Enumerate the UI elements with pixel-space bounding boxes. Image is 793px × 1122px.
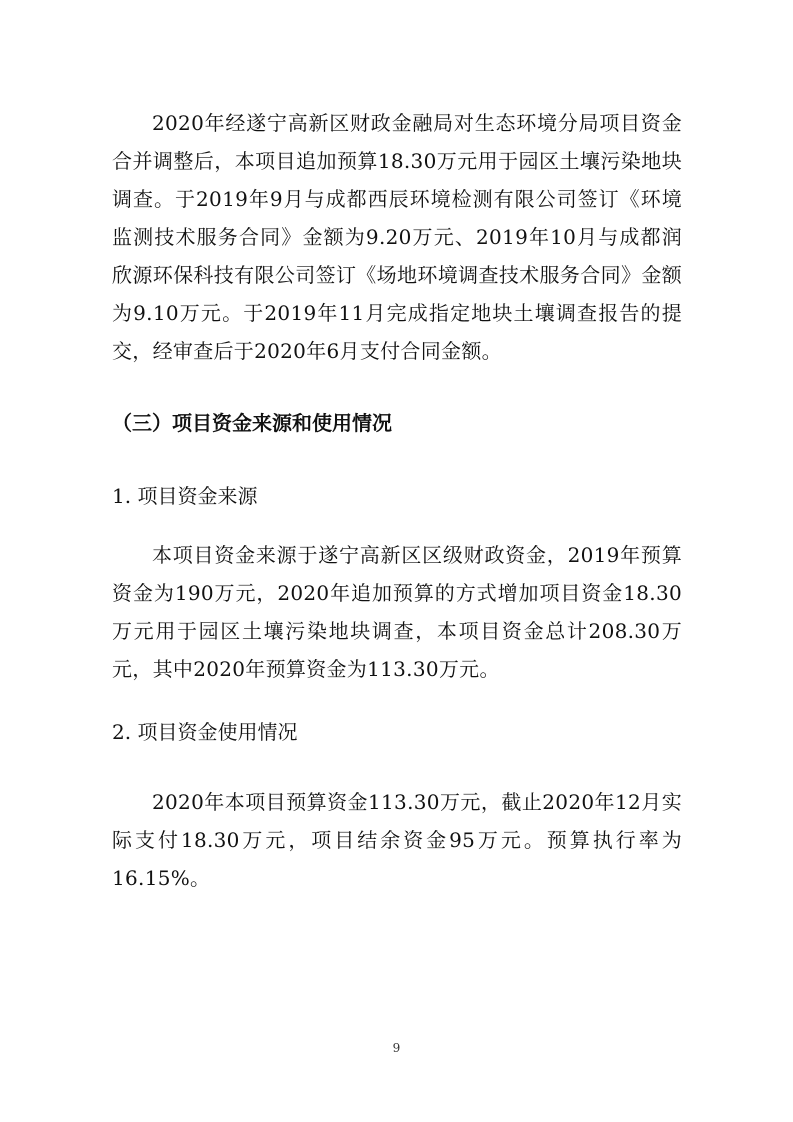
paragraph-fund-source: 本项目资金来源于遂宁高新区区级财政资金，2019年预算资金为190万元，2020年追加预算的方式增加项目资金18.30万元用于园区土壤污染地块调查，本项目资金总计208.30万元，其中2020年预算资金为113.30万元。	[112, 543, 682, 681]
section-heading-fund-source-usage: （三）项目资金来源和使用情况	[112, 411, 392, 435]
paragraph-fund-usage: 2020年本项目预算资金113.30万元，截止2020年12月实际支付18.30万元，项目结余资金95万元。预算执行率为16.15%。	[112, 790, 682, 890]
subheading-fund-source: 1. 项目资金来源	[112, 484, 258, 508]
page-number: 9	[392, 1041, 401, 1055]
paragraph-budget-adjustment: 2020年经遂宁高新区财政金融局对生态环境分局项目资金合并调整后，本项目追加预算18.30万元用于园区土壤污染地块调查。于2019年9月与成都西辰环境检测有限公司签订《环境监测技术服务合同》金额为9.20万元、2019年10月与成都润欣源环保科技有限公司签订《场地环境调查技术服务合同》金额为9.10万元。于2019年11月完成指定地块土壤调查报告的提交，经审查后于2020年6月支付合同金额。	[112, 111, 682, 363]
subheading-fund-usage: 2. 项目资金使用情况	[112, 720, 298, 744]
